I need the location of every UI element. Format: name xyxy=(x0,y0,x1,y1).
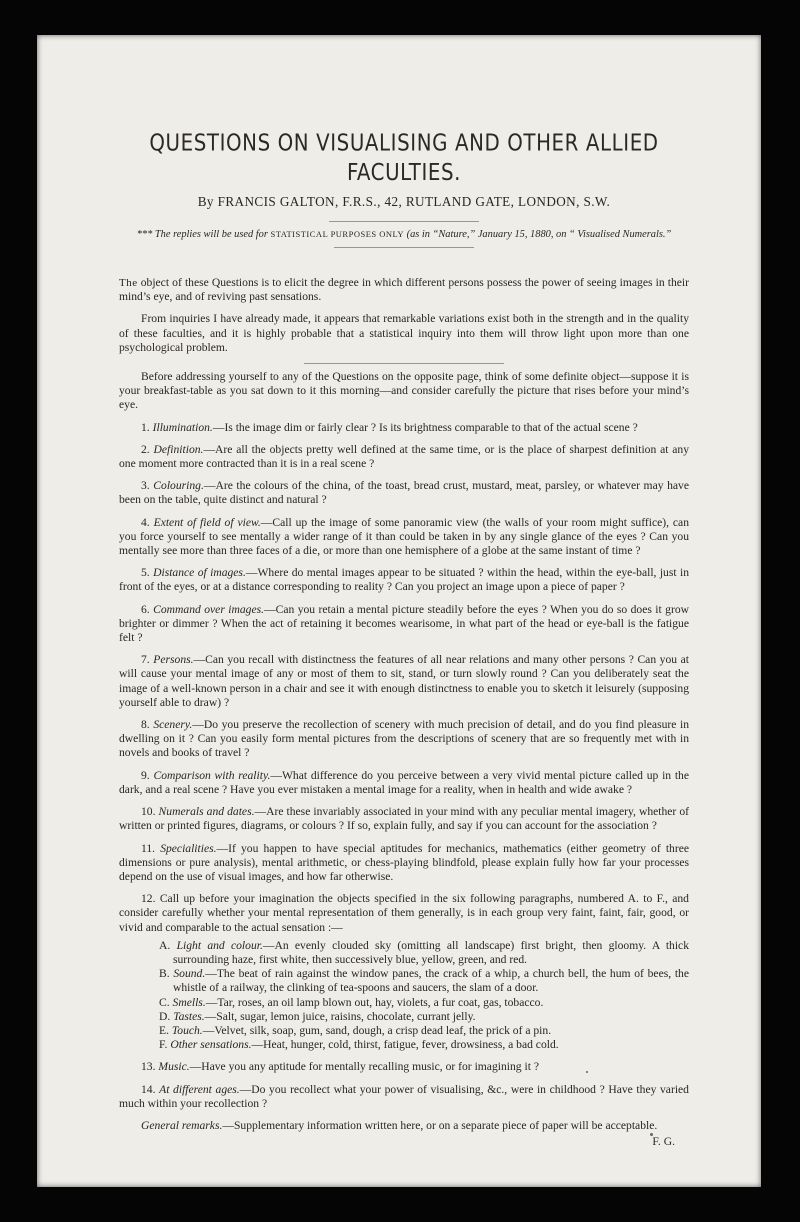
note-suffix: (as in “Nature,” January 15, 1880, on “ Visualised Numerals.” xyxy=(406,229,672,240)
intro-section xyxy=(119,276,689,355)
question-number: 10. xyxy=(141,805,156,819)
intro-cap: The xyxy=(119,277,138,289)
question-text: —Are the colours of the china, of the toast, bread crust, mustard, meat, parsley, or whatever may have been on the table, quite distinct and natural ? xyxy=(119,479,689,507)
question-number: 3. xyxy=(141,479,150,493)
remarks-text: —Supplementary information written here, or on a separate piece of paper will be acceptable. xyxy=(222,1118,658,1132)
question-item xyxy=(119,479,689,507)
question-item xyxy=(119,892,689,935)
subitem-text: —Salt, sugar, lemon juice, raisins, chocolate, currant jelly. xyxy=(204,1009,476,1023)
note-smallcaps: STATISTICAL PURPOSES ONLY xyxy=(270,229,404,239)
question-number: 11. xyxy=(141,841,156,855)
subitem-text: —Velvet, silk, soap, gum, sand, dough, a crisp dead leaf, the prick of a pin. xyxy=(202,1023,552,1037)
question-number: 5. xyxy=(141,566,150,580)
question-item xyxy=(119,1060,689,1074)
subitem-letter: A. xyxy=(159,938,171,952)
preface-paragraph: Before addressing yourself to any of the Questions on the opposite page, think of some definite object—suppose it is your breakfast-table as you sat down to it this morning—and consider carefully the picture that rises before your mind’s eye. xyxy=(119,370,689,412)
question-label: Illumination. xyxy=(152,420,213,434)
question-text: —Have you any aptitude for mentally recalling music, or for imagining it ? xyxy=(189,1060,539,1074)
subitem xyxy=(159,1010,689,1024)
subitem-label: Touch. xyxy=(171,1023,203,1037)
subitem-text: —An evenly clouded sky (omitting all landscape) first bright, then gloomy. A thick surrounding haze, first white, then successively blue, yellow, green, and red. xyxy=(173,938,690,966)
question-label: Specialities. xyxy=(160,841,217,855)
question-text: —Call up the image of some panoramic view (the walls of your room might suffice), can you force yourself to see mentally a wider range of it than could be taken in by any single glance of the eyes ? Can you mentally see more than three faces of a die, or more than one hemisphere of a globe at the same instant of time ? xyxy=(119,515,689,558)
subitem-label: Light and colour. xyxy=(176,938,263,952)
question-text: —Where do mental images appear to be situated ? within the head, within the eye-ball, just in front of the eyes, or at a distance corresponding to reality ? Can you project an image upon a piece of paper ? xyxy=(119,566,689,594)
question-label: Colouring. xyxy=(153,479,204,493)
question-item xyxy=(119,842,689,885)
sensation-subitems xyxy=(119,939,689,1053)
intro-text: object of these Questions is to elicit the degree in which different persons possess the power of seeing images in their mind’s eye, and of reviving past sensations. xyxy=(119,276,689,304)
question-label: Extent of field of view. xyxy=(153,515,261,529)
later-questions-list xyxy=(119,1060,689,1111)
subitem-letter: F. xyxy=(159,1038,168,1052)
divider-rule xyxy=(329,221,479,222)
subitem xyxy=(159,939,689,967)
question-label: Comparison with reality. xyxy=(153,768,271,782)
subitem-label: Smells. xyxy=(172,995,206,1009)
subitem-letter: C. xyxy=(159,995,170,1009)
subitem-label: Other sensations. xyxy=(170,1038,252,1052)
document-content xyxy=(119,131,689,1148)
question-number: 12. xyxy=(141,892,156,906)
question-item xyxy=(119,653,689,710)
subitem xyxy=(159,1038,689,1052)
question-text: —What difference do you perceive between a very vivid mental picture called up in the dark, and a real scene ? Have you ever mistaken a mental image for a reality, when in health and wide awake ? xyxy=(119,768,690,796)
question-number: 4. xyxy=(141,515,150,529)
subitem-text: —The beat of rain against the window panes, the crack of a whip, a church bell, the hum of bees, the whistle of a railway, the clinking of tea-spoons and saucers, the slam of a door. xyxy=(173,967,689,995)
question-label: Scenery. xyxy=(153,718,193,732)
paper-speck xyxy=(586,1071,588,1073)
question-text: —If you happen to have special aptitudes for mechanics, mathematics (either geometry of three dimensions or pure analysis), mental arithmetic, or chess-playing blindfold, please explain fully how far your processes depend on the use of visual images, and how far otherwise. xyxy=(119,841,689,883)
question-number: 14. xyxy=(141,1082,156,1096)
subitem-letter: D. xyxy=(159,1009,171,1023)
question-item xyxy=(119,718,689,761)
questions-list xyxy=(119,421,689,935)
question-number: 8. xyxy=(141,718,150,732)
question-item xyxy=(119,421,689,435)
intro-paragraph xyxy=(119,276,689,304)
question-label: Distance of images. xyxy=(153,566,246,580)
question-label: Music. xyxy=(158,1060,190,1074)
question-number: 2. xyxy=(141,442,150,456)
question-text: —Can you retain a mental picture steadily before the eyes ? When you do so does it grow brighter or dimmer ? When the act of retaining it becomes wearisome, in what part of the head or eye-ball is the fatigue felt ? xyxy=(119,602,689,645)
question-label: Persons. xyxy=(153,653,194,667)
question-number: 1. xyxy=(141,420,150,434)
subitem-letter: B. xyxy=(159,967,170,981)
document-page xyxy=(37,35,761,1187)
question-label: Numerals and dates. xyxy=(158,805,255,819)
remarks-label: General remarks. xyxy=(141,1118,223,1132)
question-text: —Is the image dim or fairly clear ? Is its brightness comparable to that of the actual scene ? xyxy=(212,420,638,434)
question-number: 7. xyxy=(141,653,150,667)
question-item xyxy=(119,566,689,594)
paper-speck xyxy=(650,1133,653,1136)
subitem-letter: E. xyxy=(159,1023,169,1037)
question-text: —Are these invariably associated in your mind with any peculiar mental imagery, whether of written or printed figures, diagrams, or colours ? If so, explain fully, and say if you can account for the association ? xyxy=(119,805,689,833)
question-item xyxy=(119,805,689,833)
subitem-text: —Tar, roses, an oil lamp blown out, hay, violets, a fur coat, gas, tobacco. xyxy=(205,995,544,1009)
general-remarks xyxy=(119,1119,689,1133)
subitem xyxy=(159,996,689,1010)
question-item xyxy=(119,1083,689,1111)
author-byline: By FRANCIS GALTON, F.R.S., 42, RUTLAND GATE, LONDON, S.W. xyxy=(197,194,611,209)
question-item xyxy=(119,443,689,471)
question-text: —Do you preserve the recollection of scenery with much precision of detail, and do you find pleasure in dwelling on it ? Can you easily form mental pictures from the descriptions of scenery that are so frequently met with in novels and books of travel ? xyxy=(119,718,689,760)
note-prefix: *** The replies will be used for xyxy=(136,229,268,240)
statistical-note xyxy=(119,227,689,242)
subitem xyxy=(159,967,689,995)
question-number: 6. xyxy=(141,602,150,616)
question-label: At different ages. xyxy=(159,1082,240,1096)
subitem-label: Tastes. xyxy=(173,1009,205,1023)
question-label: Definition. xyxy=(153,442,204,456)
subitem xyxy=(159,1024,689,1038)
subitem-label: Sound. xyxy=(173,967,206,981)
question-label: Command over images. xyxy=(153,602,264,616)
intro-paragraph: From inquiries I have already made, it appears that remarkable variations exist both in the strength and in the quality of these faculties, and it is highly probable that a statistical inquiry into them will throw light upon more than one psychological problem. xyxy=(119,312,689,354)
question-text: —Do you recollect what your power of visualising, &c., were in childhood ? Have they varied much within your recollection ? xyxy=(119,1082,689,1110)
subitem-text: —Heat, hunger, cold, thirst, fatigue, fever, drowsiness, a bad cold. xyxy=(251,1038,559,1052)
question-item xyxy=(119,516,689,559)
question-item xyxy=(119,603,689,646)
divider-rule xyxy=(334,247,474,248)
question-text: —Are all the objects pretty well defined at the same time, or is the place of sharpest definition at any one moment more contracted than it is in a real scene ? xyxy=(119,442,689,471)
question-text: Call up before your imagination the objects specified in the six following paragraphs, numbered A. to F., and consider carefully whether your mental representation of them generally, is in each group very faint, faint, fair, good, or vivid and comparable to the actual sensation :— xyxy=(119,892,689,934)
signature: F. G. xyxy=(652,1135,675,1149)
page-title: QUESTIONS ON VISUALISING AND OTHER ALLIED FACULTIES. xyxy=(149,130,659,187)
question-item xyxy=(119,769,689,797)
divider-rule xyxy=(304,363,504,364)
question-number: 9. xyxy=(141,768,150,782)
question-number: 13. xyxy=(141,1060,156,1074)
question-text: —Can you recall with distinctness the features of all near relations and many other persons ? Can you at will cause your mental image of any or most of them to sit, stand, or turn slowly round ? Can you deliberately seat the image of a well-known person in a chair and see it with enough distinctness to enable you to sketch it leisurely (supposing yourself able to draw) ? xyxy=(119,653,689,709)
